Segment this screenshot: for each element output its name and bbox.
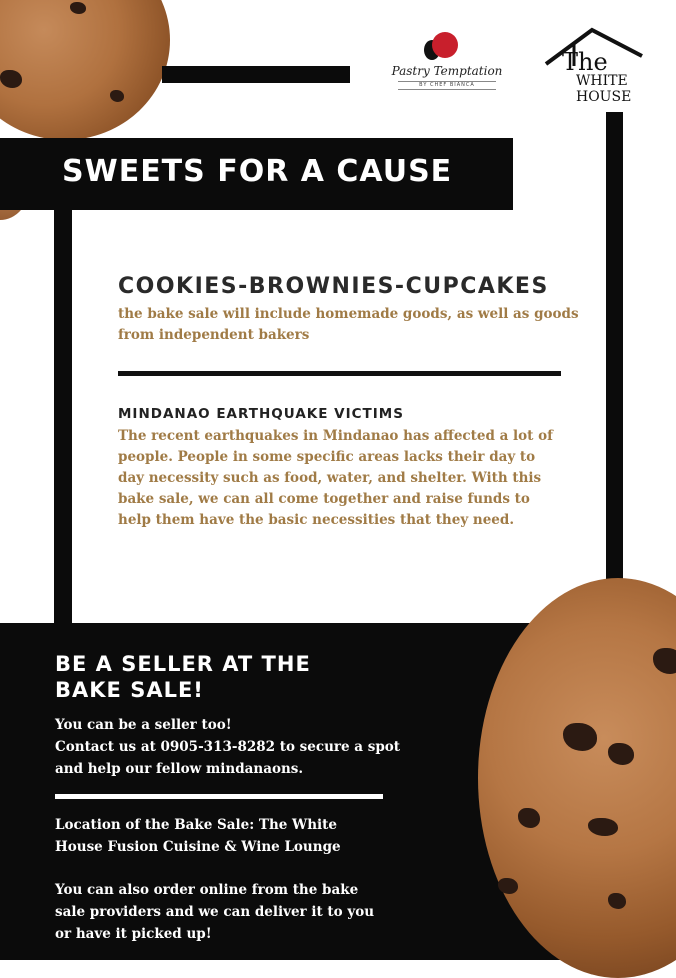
products-heading: COOKIES-BROWNIES-CUPCAKES [118,274,549,299]
white-house-logo [542,26,652,112]
victims-description-line: bake sale, we can all come together and raise funds to [118,491,530,507]
pastry-temptation-logo [388,30,506,92]
order-line: You can also order online from the bake [55,882,359,898]
order-line: sale providers and we can deliver it to you [55,904,375,920]
products-description-line: from independent bakers [118,327,310,343]
frame-bar-top [162,66,350,83]
frame-bar-left [54,205,72,635]
seller-text-line: You can be a seller too! [55,717,232,733]
location-line: House Fusion Cuisine & Wine Lounge [55,839,341,855]
seller-heading [55,651,355,703]
section-divider [118,371,561,376]
victims-description-line: day necessity such as food, water, and shelter. With this [118,470,542,486]
frame-bar-right [606,112,623,632]
white-house-logo-house: HOUSE [576,89,632,105]
seller-text-line: and help our fellow mindanaons. [55,761,304,777]
products-description-line: the bake sale will include homemade goods, as well as goods [118,306,579,322]
seller-heading-line: BAKE SALE! [55,678,204,702]
victims-description-line: help them have the basic necessities that they need. [118,512,515,528]
cookie-image-top-left [0,0,170,140]
victims-heading: MINDANAO EARTHQUAKE VICTIMS [118,406,404,422]
seller-divider [55,794,383,799]
pastry-logo-script: Pastry Temptation [391,64,503,78]
seller-contact-line: Contact us at 0905-313-8282 to secure a spot [55,739,401,755]
page-title: SWEETS FOR A CAUSE [62,154,453,189]
white-house-logo-the: The [562,48,608,76]
pastry-logo-byline: BY CHEF BIANCA [398,81,496,90]
victims-description-line: people. People in some specific areas lacks their day to [118,449,536,465]
victims-description [118,426,588,531]
products-description [118,304,593,346]
victims-description-line: The recent earthquakes in Mindanao has affected a lot of [118,428,553,444]
seller-heading-line: BE A SELLER AT THE [55,652,311,676]
order-line: or have it picked up! [55,926,212,942]
white-house-logo-white: WHITE [576,73,628,89]
location-line: Location of the Bake Sale: The White [55,817,337,833]
